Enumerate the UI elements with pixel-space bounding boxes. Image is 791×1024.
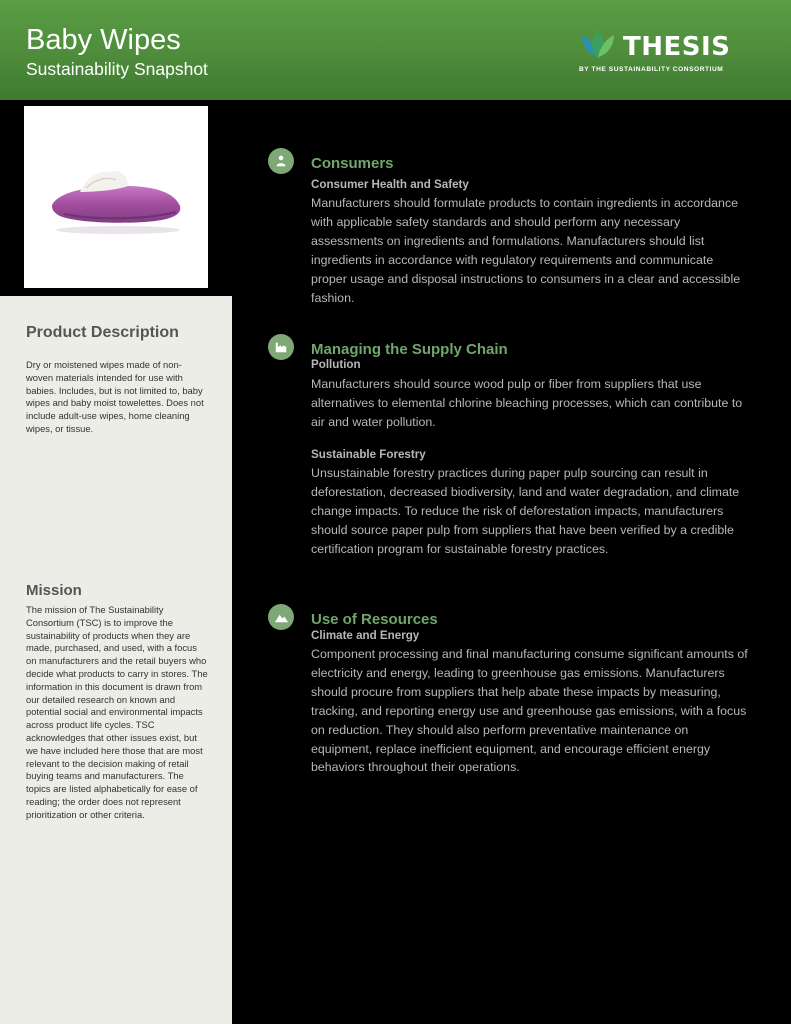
mission-text: The mission of The Sustainability Consortium (TSC) is to improve the sustainability of products when they are made, purchased, and used, with a focus on manufacturers and the retail buyers who decide what products to carry in stores. The information in this document is drawn from our detailed research on known and potential social and environmental impacts across product life cycles. TSC acknowledges that other issues exist, but we have included here those that are most relevant to the decision making of retail buying teams and manufacturers. The topics are listed alphabetically for ease of reading; the order does not represent prioritization or other criteria. bbox=[26, 604, 208, 820]
document-subtitle: Sustainability Snapshot bbox=[26, 59, 208, 79]
section-title: Consumers bbox=[311, 155, 394, 172]
product-image bbox=[24, 106, 208, 288]
mission-heading: Mission bbox=[26, 582, 82, 599]
subsection-title: Consumer Health and Safety bbox=[311, 178, 469, 191]
section-consumers bbox=[268, 148, 768, 308]
header-banner bbox=[0, 0, 791, 100]
subsection-text: Manufacturers should source wood pulp or fiber from suppliers that use alternatives to elemental chlorine bleaching processes, which can contribute to air and water pollution. bbox=[311, 377, 743, 429]
document-title: Baby Wipes bbox=[26, 24, 181, 56]
brand-tagline: BY THE SUSTAINABILITY CONSORTIUM bbox=[579, 66, 724, 73]
consumer-person-icon bbox=[268, 148, 294, 174]
factory-icon bbox=[268, 334, 294, 360]
subsection-title: Sustainable Forestry bbox=[311, 448, 426, 461]
sidebar bbox=[0, 296, 232, 1024]
product-description-text: Dry or moistened wipes made of non-woven materials intended for use with babies. Includes, but is not limited to, baby wipes and baby moist towelettes. Does not include adult-use wipes, home cleaning wipes, or tissue. bbox=[26, 359, 204, 434]
thesis-logo bbox=[576, 29, 746, 77]
subsection-text: Component processing and final manufacturing consume significant amounts of electricity and energy, leading to greenhouse gas emissions. Manufacturers should procure from suppliers that help abate these impacts by measuring, tracking, and reporting energy use and greenhouse gas emissions, with a focus on reduction. They should also perform preventative maintenance on equipment, replace inefficient equipment, and encourage efficient energy behaviors throughout their operations. bbox=[311, 647, 748, 775]
product-description-heading: Product Description bbox=[26, 324, 179, 341]
subsection-title: Pollution bbox=[311, 358, 361, 371]
mountain-icon bbox=[268, 604, 294, 630]
section-use-of-resources bbox=[268, 604, 768, 784]
leaf-logo-icon bbox=[576, 29, 620, 61]
section-title: Use of Resources bbox=[311, 611, 438, 628]
subsection-text: Manufacturers should formulate products to contain ingredients in accordance with applicable safety standards and should perform any necessary assessments on ingredients and formulations. Manufacturers should list ingredients in accordance with regulatory requirements and communicate proper usage and disposal instructions to consumers in a clear and accessible fashion. bbox=[311, 196, 741, 305]
section-title: Managing the Supply Chain bbox=[311, 341, 508, 358]
brand-name: THESIS bbox=[623, 32, 731, 62]
subsection-text: Unsustainable forestry practices during paper pulp sourcing can result in deforestation, decreased biodiversity, land and water degradation, and climate change impacts. To reduce the risk of deforestation impacts, manufacturers should source paper pulp from suppliers that have been verified by a credible certification program for sustainable forestry practices. bbox=[311, 466, 740, 556]
baby-wipes-package-image bbox=[24, 106, 208, 288]
section-supply-chain bbox=[268, 334, 768, 584]
subsection-title: Climate and Energy bbox=[311, 629, 420, 642]
